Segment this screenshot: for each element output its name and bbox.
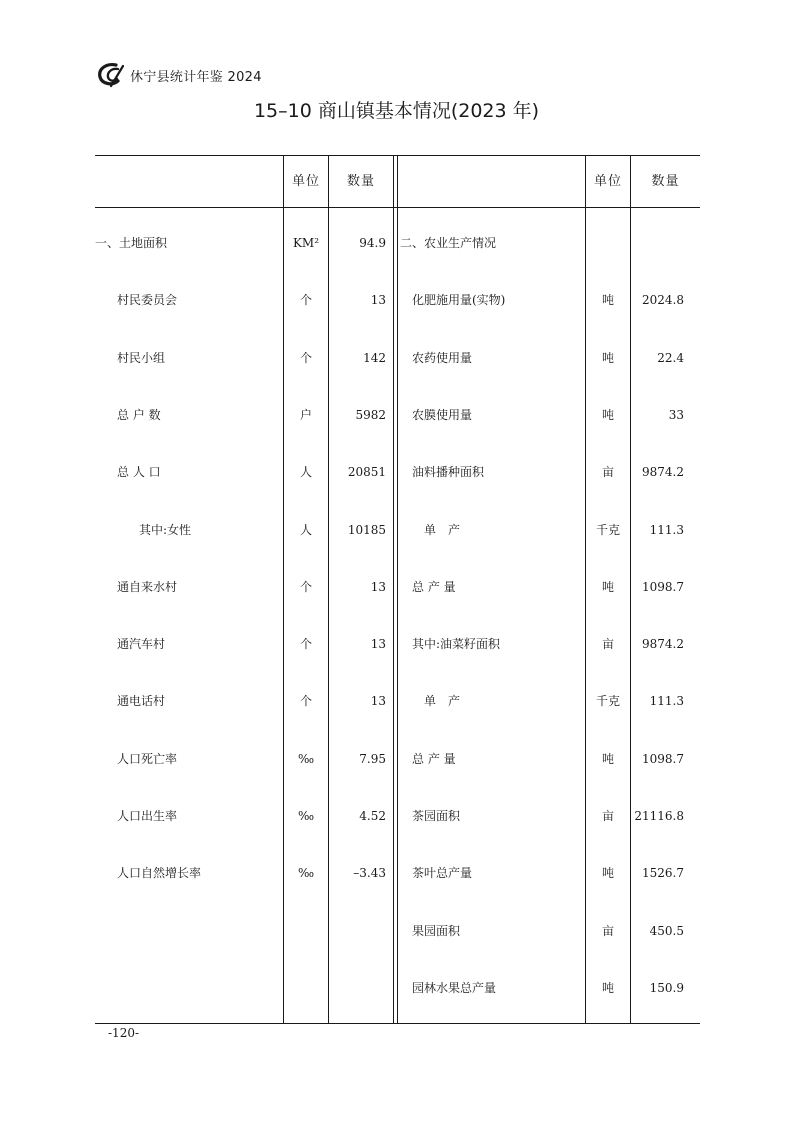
row-value: 33: [668, 407, 684, 422]
row-label: 单 产: [424, 522, 461, 537]
row-label: 通自来水村: [117, 579, 178, 594]
row-unit: 个: [299, 579, 312, 594]
row-value: 111.3: [649, 522, 684, 537]
row-unit: 亩: [601, 465, 614, 480]
row-label: 二、农业生产情况: [400, 236, 497, 250]
row-value: 450.5: [649, 923, 684, 938]
count-header-left: 数量: [346, 174, 375, 189]
row-unit: 吨: [601, 751, 614, 766]
row-value: –3.43: [353, 866, 386, 881]
row-value: 150.9: [649, 980, 684, 995]
row-label: 园林水果总产量: [412, 980, 497, 995]
row-value: 13: [370, 694, 386, 709]
row-unit: 个: [299, 293, 312, 308]
row-value: 9874.2: [642, 465, 684, 480]
row-unit: 亩: [601, 637, 614, 652]
row-value: 7.95: [359, 751, 386, 766]
unit-header-right: 单位: [593, 174, 622, 189]
row-value: 22.4: [657, 350, 684, 365]
row-unit: 亩: [601, 809, 614, 823]
row-label: 单 产: [424, 694, 461, 709]
row-value: 21116.8: [634, 809, 684, 823]
row-value: 1098.7: [642, 579, 684, 594]
row-unit: 吨: [601, 980, 614, 995]
row-unit: 亩: [601, 923, 614, 938]
row-label: 化肥施用量(实物): [412, 293, 506, 308]
row-unit: ‰: [297, 866, 315, 881]
row-value: 1526.7: [642, 866, 684, 881]
row-unit: 个: [299, 350, 312, 365]
row-unit: KM²: [292, 236, 320, 250]
row-label: 茶叶总产量: [412, 866, 473, 881]
row-unit: 千克: [595, 522, 620, 537]
row-label: 通电话村: [117, 694, 166, 709]
row-unit: 吨: [601, 407, 614, 422]
count-header-right: 数量: [651, 174, 680, 189]
row-unit: 吨: [601, 866, 614, 881]
row-value: 4.52: [359, 809, 386, 823]
row-label: 村民小组: [117, 350, 166, 365]
row-label: 农药使用量: [412, 350, 473, 365]
row-unit: 人: [299, 465, 312, 480]
stats-table: [95, 155, 700, 1025]
unit-header-left: 单位: [291, 174, 320, 189]
center-double-rule: [397, 155, 398, 1024]
row-value: 13: [370, 637, 386, 652]
row-label: 人口自然增长率: [117, 866, 202, 881]
row-unit: 个: [299, 637, 312, 652]
row-value: 111.3: [649, 694, 684, 709]
row-value: 13: [370, 579, 386, 594]
row-label: 果园面积: [412, 923, 461, 938]
row-value: 1098.7: [642, 751, 684, 766]
page-header: [96, 62, 262, 88]
row-value: 13: [370, 293, 386, 308]
row-label: 人口死亡率: [117, 751, 178, 766]
row-unit: ‰: [297, 751, 315, 766]
row-label: 通汽车村: [117, 637, 166, 652]
yearbook-logo-icon: [96, 62, 126, 88]
row-label: 总 人 口: [117, 465, 161, 480]
row-unit: 吨: [601, 579, 614, 594]
row-label: 其中:女性: [139, 522, 192, 537]
row-value: 10185: [347, 522, 386, 537]
row-unit: 个: [299, 694, 312, 709]
row-label: 其中:油菜籽面积: [412, 637, 501, 652]
row-value: 2024.8: [642, 293, 684, 308]
row-value: 5982: [355, 407, 386, 422]
page-number: -120-: [108, 1026, 140, 1040]
row-label: 总 户 数: [117, 407, 161, 422]
row-unit: 人: [299, 522, 312, 537]
row-unit: ‰: [297, 809, 315, 823]
row-value: 9874.2: [642, 637, 684, 652]
center-double-rule: [393, 155, 394, 1024]
book-title: 休宁县统计年鉴 2024: [130, 69, 262, 85]
row-label: 油料播种面积: [412, 465, 485, 480]
row-label: 人口出生率: [117, 809, 178, 823]
row-value: 20851: [347, 465, 386, 480]
row-unit: 户: [299, 407, 312, 422]
row-label: 村民委员会: [117, 293, 178, 308]
row-unit: 吨: [601, 350, 614, 365]
row-unit: 千克: [595, 694, 620, 709]
row-label: 一、土地面积: [95, 236, 168, 250]
row-label: 总 产 量: [412, 751, 456, 766]
page-title: 15–10 商山镇基本情况(2023 年): [253, 100, 540, 122]
row-label: 总 产 量: [412, 579, 456, 594]
row-label: 茶园面积: [412, 809, 461, 823]
row-value: 142: [363, 350, 386, 365]
row-unit: 吨: [601, 293, 614, 308]
row-value: 94.9: [359, 236, 386, 250]
row-label: 农膜使用量: [412, 407, 473, 422]
